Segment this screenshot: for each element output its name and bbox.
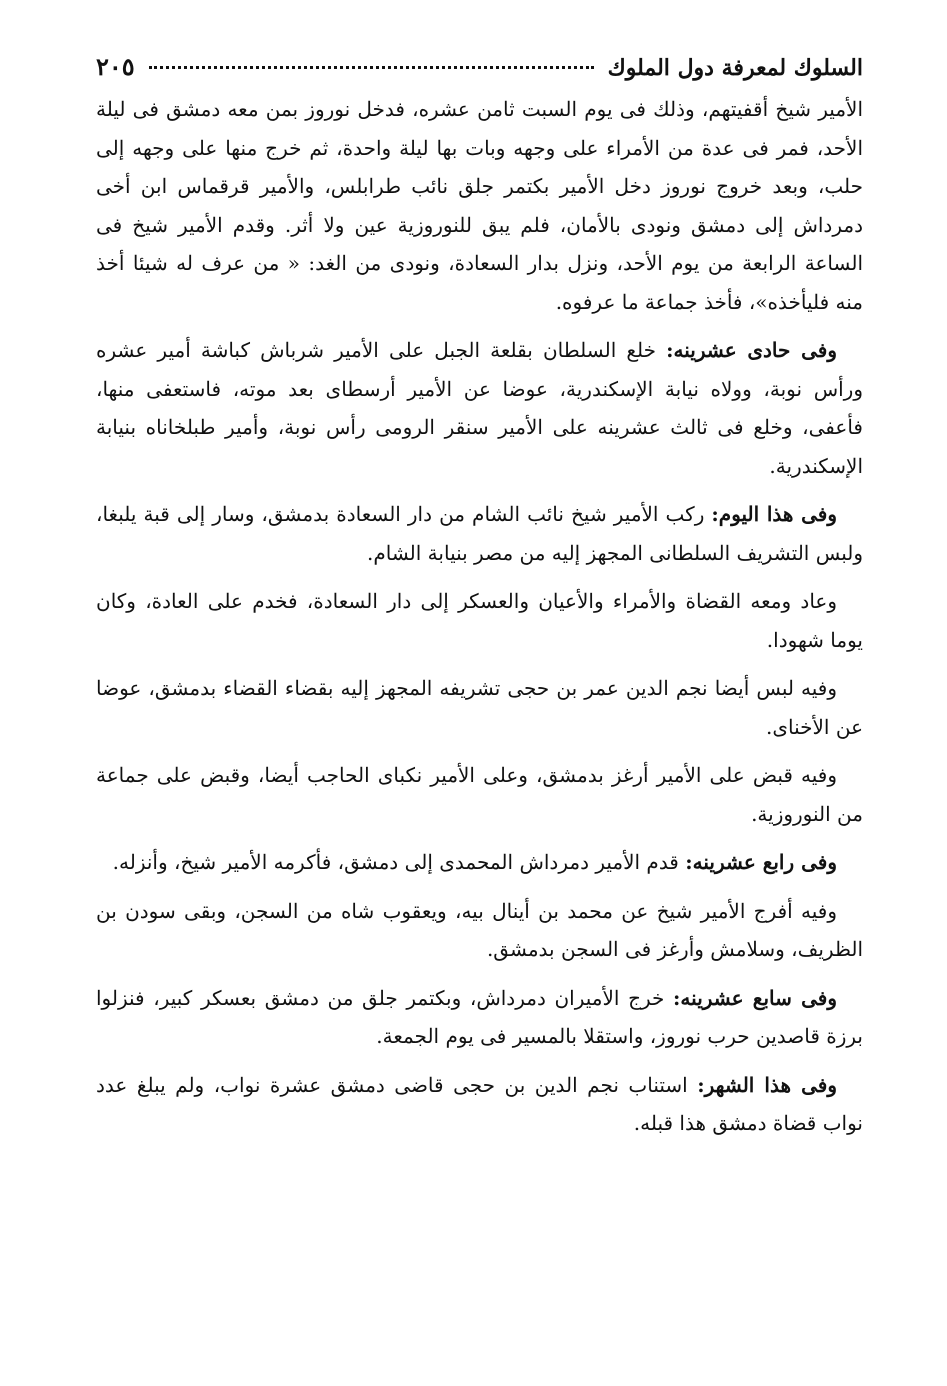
paragraph [96, 582, 863, 659]
paragraph [96, 979, 863, 1056]
paragraph-lead: وفى هذا اليوم: [711, 502, 838, 526]
paragraph-text: خرج الأميران دمرداش، وبكتمر جلق من دمشق بعسكر كبير، فنزلوا برزة قاصدين حرب نوروز، واستقلا بالمسير فى يوم الجمعة. [96, 985, 863, 1048]
page-number: ٢٠٥ [96, 52, 135, 81]
book-page [96, 52, 863, 1366]
paragraph-lead: وفى سابع عشرينه: [673, 985, 837, 1010]
paragraph-text: وفيه أفرج الأمير شيخ عن محمد بن أينال بيه، ويعقوب شاه من السجن، وبقى سودن بن الظريف، وسلامش وأرغز فى السجن بدمشق. [96, 898, 863, 961]
paragraph-text: ركب الأمير شيخ نائب الشام من دار السعادة بدمشق، وسار إلى قبة يلبغا، ولبس التشريف السلطانى المجهز إليه من مصر بنيابة الشام. [96, 502, 863, 565]
paragraph [96, 331, 863, 485]
paragraph-text: خلع السلطان بقلعة الجبل على الأمير شرباش كباشة أمير عشره ورأس نوبة، وولاه نيابة الإسكندرية، عوضا عن الأمير أرسطاى بعد موته، فاستعفى منها، فأعفى، وخلع فى ثالث عشرينه على الأمير سنقر الرومى رأس نوبة، وأمير طبلخاناه بنيابة الإسكندرية. [96, 338, 863, 478]
paragraph-text: وفيه لبس أيضا نجم الدين عمر بن حجى تشريفه المجهز إليه بقضاء القضاء بدمشق، عوضا عن الأخناى. [96, 676, 863, 739]
paragraph [96, 1066, 863, 1143]
paragraph-text: استناب نجم الدين بن حجى قاضى دمشق عشرة نواب، ولم يبلغ عدد نواب قضاة دمشق هذا قبله. [96, 1072, 863, 1135]
paragraph-lead: وفى هذا الشهر: [697, 1072, 837, 1097]
paragraph [96, 90, 863, 321]
paragraph [96, 892, 863, 969]
paragraph-lead: وفى رابع عشرينه: [685, 850, 837, 874]
paragraph [96, 843, 863, 882]
paragraph [96, 756, 863, 833]
paragraph-text: الأمير شيخ أقفيتهم، وذلك فى يوم السبت ثامن عشره، فدخل نوروز بمن معه دمشق فى ليلة الأحد، فمر فى عدة من الأمراء على وجهه وبات بها ليلة واحدة، ثم خرج منها على وجهه إلى حلب، وبعد خروج نوروز دخل الأمير بكتمر جلق نائب طرابلس، والأمير قرقماس ابن أخى دمرداش إلى دمشق ونودى بالأمان، فلم يبق للنوروزية عين ولا أثر. وقدم الأمير شيخ فى الساعة الرابعة من يوم الأحد، ونزل بدار السعادة، ونودى من الغد: « من عرف له شيئا أخذ منه فليأخذه»، فأخذ جماعة ما عرفوه. [96, 97, 863, 314]
paragraph-text: قدم الأمير دمرداش المحمدى إلى دمشق، فأكرمه الأمير شيخ، وأنزله. [112, 850, 686, 874]
paragraph-text: وعاد ومعه القضاة والأمراء والأعيان والعسكر إلى دار السعادة، فخدم على العادة، وكان يوما شهودا. [96, 589, 863, 652]
paragraph [96, 669, 863, 746]
body-text [96, 90, 863, 1143]
paragraph-text: وفيه قبض على الأمير أرغز بدمشق، وعلى الأمير نكباى الحاجب أيضا، وقبض على جماعة من النوروزية. [96, 763, 863, 826]
paragraph-lead: وفى حادى عشرينه: [666, 338, 837, 362]
paragraph [96, 495, 863, 572]
running-header [96, 52, 863, 86]
running-title: السلوك لمعرفة دول الملوك [607, 55, 863, 81]
leader-dots [149, 66, 594, 69]
